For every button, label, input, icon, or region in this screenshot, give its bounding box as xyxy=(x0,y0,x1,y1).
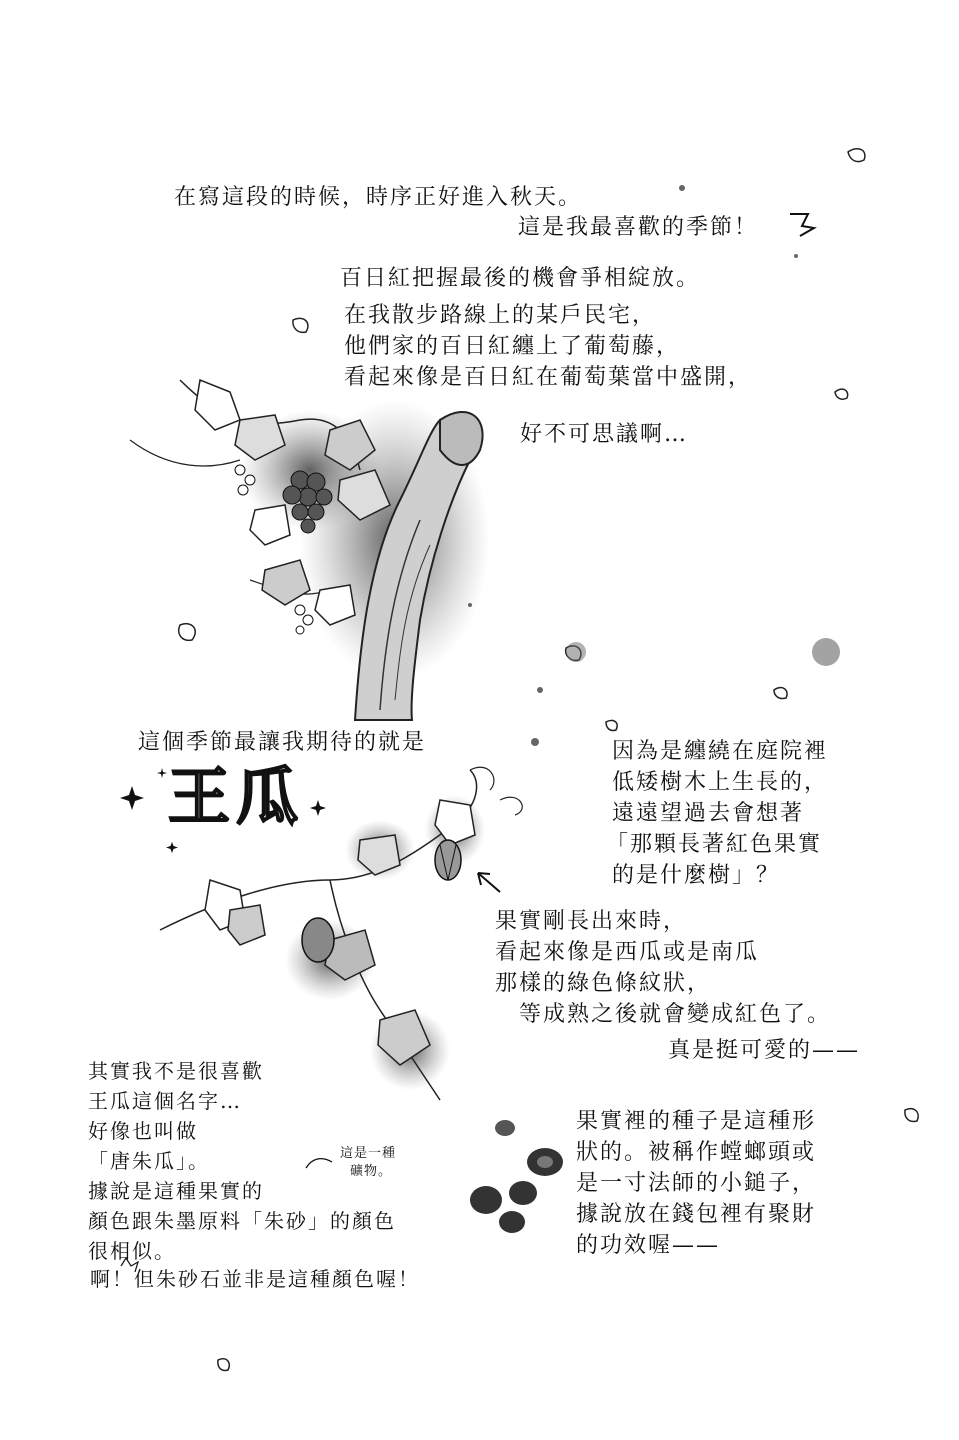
paragraph-line: 那樣的綠色條紋狀， xyxy=(495,971,712,996)
fruit-ending: 真是挺可愛的—— xyxy=(668,1038,861,1063)
mineral-note-line-1: 這是一種 xyxy=(340,1146,397,1161)
seeds-paragraph xyxy=(576,1106,816,1261)
paragraph-line: 遠遠望過去會想著 xyxy=(612,801,805,826)
paragraph-line: 看起來像是百日紅在葡萄葉當中盛開， xyxy=(344,365,753,390)
paragraph-line: 低矮樹木上生長的， xyxy=(612,770,829,795)
garden-paragraph xyxy=(606,736,829,891)
season-lead: 這個季節最讓我期待的就是 xyxy=(138,730,427,755)
crape-myrtle-ending: 好不可思議啊… xyxy=(520,422,689,447)
paragraph-line: 「那顆長著紅色果實 xyxy=(606,832,823,857)
doodle-icon xyxy=(790,214,814,236)
paragraph-line: 等成熟之後就會變成紅色了。 xyxy=(495,1002,832,1027)
paragraph-line: 因為是纏繞在庭院裡 xyxy=(612,739,829,764)
paragraph-line: 看起來像是西瓜或是南瓜 xyxy=(495,940,760,965)
paragraph-line: 在我散步路線上的某戶民宅， xyxy=(344,303,657,328)
paragraph-line: 果實裡的種子是這種形 xyxy=(576,1109,817,1134)
paragraph-line: 顏色跟朱墨原料「朱砂」的顏色 xyxy=(88,1209,396,1233)
paragraph-line: 果實剛長出來時， xyxy=(495,909,688,934)
name-exclaim: 啊！但朱砂石並非是這種顏色喔！ xyxy=(90,1267,420,1291)
paragraph-line: 是一寸法師的小鎚子， xyxy=(576,1171,817,1196)
paragraph-line: 狀的。被稱作螳螂頭或 xyxy=(576,1140,817,1165)
page-title: 王瓜 xyxy=(168,760,305,833)
paragraph-line: 其實我不是很喜歡 xyxy=(88,1059,264,1083)
paragraph-line: 的功效喔—— xyxy=(576,1233,721,1258)
paragraph-line: 據說放在錢包裡有聚財 xyxy=(576,1202,817,1227)
paragraph-line: 據說是這種果實的 xyxy=(88,1179,264,1203)
fruit-paragraph xyxy=(495,906,831,1030)
paragraph-line: 王瓜這個名字… xyxy=(88,1089,242,1113)
intro-line-1: 在寫這段的時候，時序正好進入秋天。 xyxy=(174,185,583,210)
paragraph-line: 百日紅把握最後的機會爭相綻放。 xyxy=(340,266,701,291)
grapevine-tree-illustration xyxy=(130,380,490,720)
mineral-note-line-2: 礦物。 xyxy=(350,1164,393,1179)
paragraph-line: 很相似。 xyxy=(88,1239,176,1263)
paragraph-line: 「唐朱瓜」。 xyxy=(88,1149,210,1173)
seed-illustration xyxy=(470,1120,563,1233)
intro-line-2: 這是我最喜歡的季節！ xyxy=(518,215,759,240)
paragraph-line: 的是什麼樹」？ xyxy=(612,863,781,888)
paragraph-line: 好像也叫做 xyxy=(88,1119,198,1143)
crape-myrtle-paragraph xyxy=(340,263,752,393)
paragraph-line: 他們家的百日紅纏上了葡萄藤， xyxy=(344,334,681,359)
